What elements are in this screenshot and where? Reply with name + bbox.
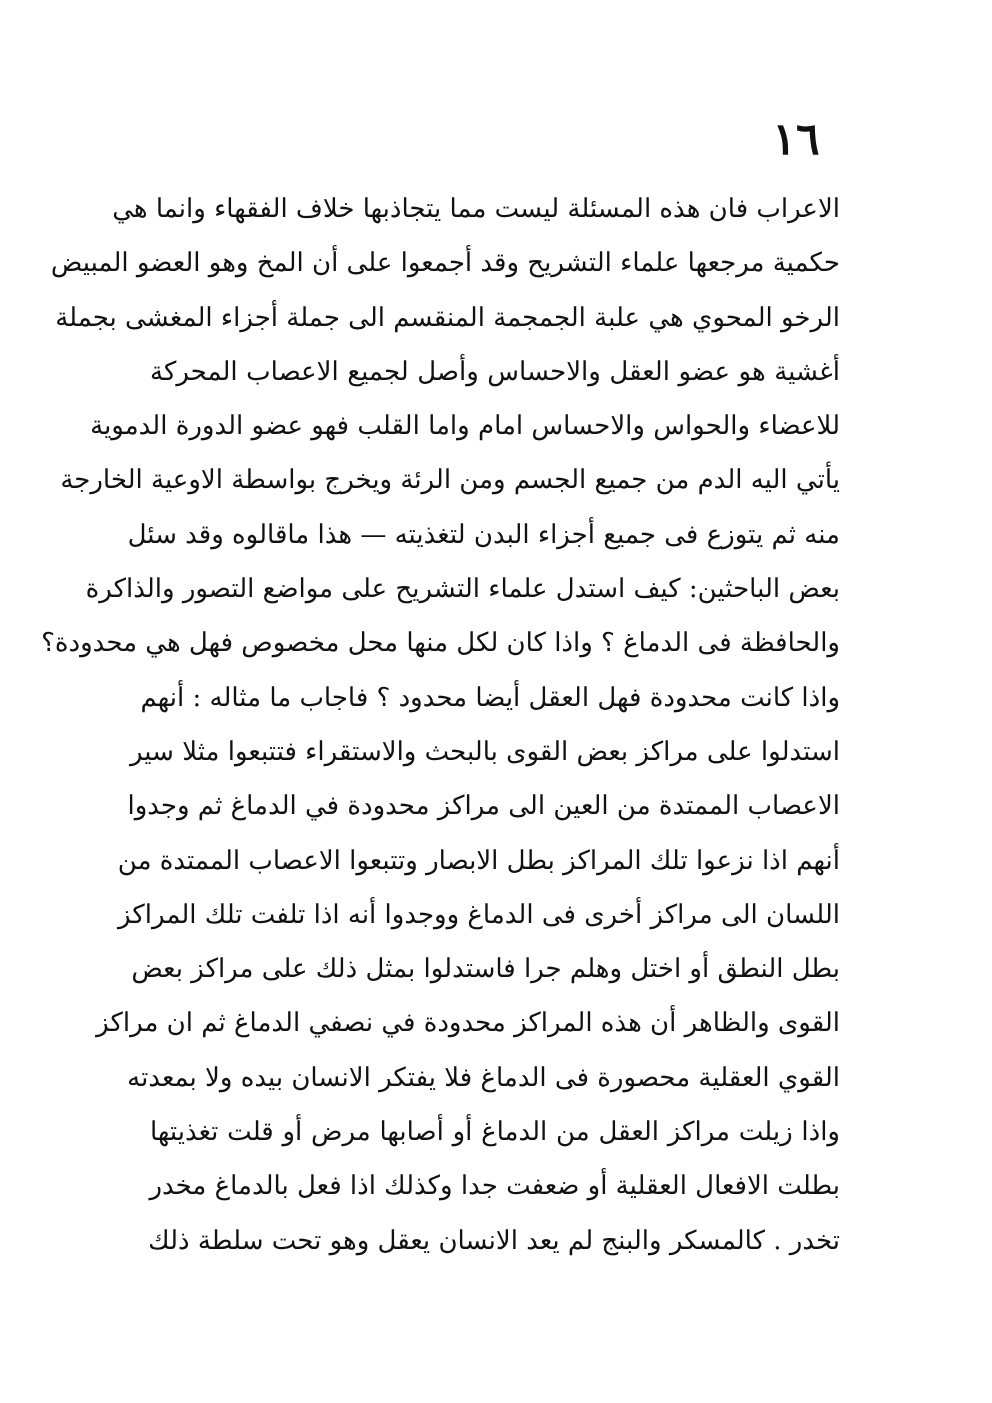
text-line: منه ثم يتوزع فى جميع أجزاء البدن لتغذيته — هذا ماقالوه وقد سئل: [127, 519, 840, 550]
text-line: تخدر . كالمسكر والبنج لم يعد الانسان يعقل وهو تحت سلطة ذلك: [148, 1225, 840, 1256]
text-line: بطلت الافعال العقلية أو ضعفت جدا وكذلك اذا فعل بالدماغ مخدر: [149, 1171, 840, 1202]
text-line: واذا كانت محدودة فهل العقل أيضا محدود ؟ فاجاب ما مثاله : أنهم: [140, 682, 840, 713]
text-line: الرخو المحوي هي علبة الجمجمة المنقسم الى جملة أجزاء المغشى بجملة: [55, 302, 840, 333]
text-line: أغشية هو عضو العقل والاحساس وأصل لجميع الاعصاب المحركة: [150, 356, 840, 387]
text-line: القوي العقلية محصورة فى الدماغ فلا يفتكر الانسان بيده ولا بمعدته: [127, 1062, 840, 1093]
text-line: بطل النطق أو اختل وهلم جرا فاستدلوا بمثل ذلك على مراكز بعض: [131, 954, 840, 985]
body-text: [41, 182, 840, 1268]
text-line: القوى والظاهر أن هذه المراكز محدودة في نصفي الدماغ ثم ان مراكز: [96, 1008, 840, 1039]
page-number: ١٦: [772, 114, 820, 165]
text-line: حكمية مرجعها علماء التشريح وقد أجمعوا على أن المخ وهو العضو المبيض: [50, 248, 840, 279]
text-line: أنهم اذا نزعوا تلك المراكز بطل الابصار وتتبعوا الاعصاب الممتدة من: [117, 845, 840, 876]
text-line: الاعراب فان هذه المسئلة ليست مما يتجاذبها خلاف الفقهاء وانما هي: [112, 194, 840, 224]
text-line: اللسان الى مراكز أخرى فى الدماغ ووجدوا أنه اذا تلفت تلك المراكز: [118, 899, 840, 930]
text-line: للاعضاء والحواس والاحساس امام واما القلب فهو عضو الدورة الدموية: [90, 411, 840, 442]
text-line: بعض الباحثين: كيف استدل علماء التشريح على مواضع التصور والذاكرة: [85, 574, 840, 605]
text-line: الاعصاب الممتدة من العين الى مراكز محدودة في الدماغ ثم وجدوا: [127, 791, 840, 822]
text-line: يأتي اليه الدم من جميع الجسم ومن الرئة ويخرج بواسطة الاوعية الخارجة: [60, 465, 840, 496]
text-line: استدلوا على مراكز بعض القوى بالبحث والاستقراء فتتبعوا مثلا سير: [129, 736, 840, 767]
text-line: واذا زيلت مراكز العقل من الدماغ أو أصابها مرض أو قلت تغذيتها: [150, 1117, 840, 1148]
text-line: والحافظة فى الدماغ ؟ واذا كان لكل منها محل مخصوص فهل هي محدودة؟: [41, 628, 840, 659]
